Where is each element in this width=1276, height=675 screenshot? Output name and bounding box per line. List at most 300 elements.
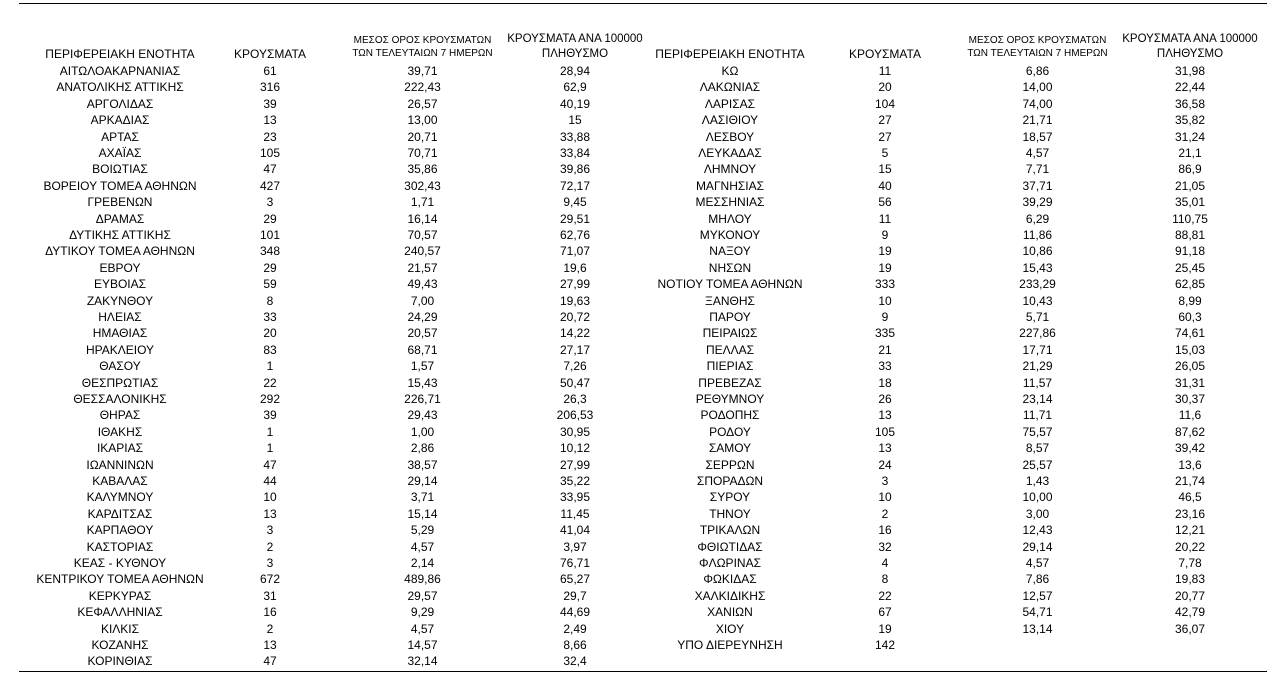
avg-cell: 49,43 (407, 277, 438, 292)
per100k-cell: 62,85 (1174, 277, 1206, 292)
per100k-cell: 206,53 (556, 408, 594, 423)
avg-cell: 1,00 (410, 424, 435, 439)
avg-cell: 5,29 (410, 523, 435, 538)
per100k-cell: 33,84 (559, 146, 591, 160)
cases-cell: 20 (878, 80, 892, 95)
region-cell: ΚΑΡΠΑΘΟΥ (86, 523, 154, 538)
cases-cell: 29 (263, 211, 277, 226)
avg-cell: 39,29 (1022, 195, 1053, 210)
cases-cell: 33 (263, 310, 277, 324)
cases-cell: 44 (263, 474, 277, 488)
region-cell: ΛΕΥΚΑΔΑΣ (698, 146, 762, 160)
avg-cell: 26,57 (407, 96, 438, 111)
cases-cell: 13 (878, 408, 892, 423)
per100k-cell: 30,95 (559, 424, 591, 439)
per100k-cell: 26,05 (1174, 359, 1206, 374)
cases-cell: 672 (259, 572, 281, 587)
region-cell: ΙΚΑΡΙΑΣ (96, 441, 144, 456)
per100k-cell: 25,45 (1174, 260, 1206, 275)
region-cell: ΠΙΕΡΙΑΣ (706, 359, 754, 374)
region-cell: ΚΑΒΑΛΑΣ (92, 474, 148, 488)
avg-cell: 10,86 (1022, 244, 1053, 259)
avg-cell: 25,57 (1022, 457, 1053, 472)
avg-cell: 227,86 (1019, 326, 1056, 341)
cases-cell: 61 (263, 64, 277, 78)
avg-cell: 6,29 (1025, 211, 1050, 226)
cases-cell: 1 (266, 441, 274, 456)
avg-cell: 7,86 (1025, 572, 1050, 587)
per100k-cell: 91,18 (1174, 244, 1206, 259)
cases-cell: 101 (259, 228, 281, 242)
avg-cell: 7,71 (1025, 162, 1050, 177)
per100k-cell: 11,6 (1178, 408, 1202, 423)
region-cell: ΝΑΞΟΥ (709, 244, 751, 259)
per100k-cell: 3,97 (563, 539, 587, 554)
region-cell: ΒΟΙΩΤΙΑΣ (92, 162, 148, 177)
cases-cell: 2 (881, 506, 889, 521)
cases-cell: 27 (878, 113, 892, 128)
per100k-cell: 72,17 (559, 178, 591, 193)
region-cell: ΛΑΡΙΣΑΣ (704, 96, 756, 111)
cases-cell: 16 (878, 523, 892, 538)
avg-cell: 38,57 (407, 457, 438, 472)
cases-cell: 19 (878, 260, 892, 275)
cases-cell: 39 (263, 408, 277, 423)
header-avg (340, 34, 505, 60)
avg-cell: 2,14 (410, 556, 435, 570)
per100k-cell: 41,04 (559, 523, 591, 538)
per100k-cell: 8,66 (563, 638, 587, 652)
avg-cell: 15,14 (407, 506, 438, 521)
per100k-cell: 20,77 (1174, 588, 1206, 603)
region-cell: ΔΥΤΙΚΟΥ ΤΟΜΕΑ ΑΘΗΝΩΝ (45, 244, 195, 259)
per100k-cell: 10,12 (559, 441, 591, 456)
per100k-cell: 88,81 (1174, 228, 1206, 242)
per100k-cell: 12,21 (1174, 523, 1206, 538)
cases-cell: 2 (266, 621, 274, 636)
region-cell: ΘΑΣΟΥ (99, 359, 141, 374)
cases-cell: 26 (878, 392, 892, 406)
per100k-cell: 20,72 (559, 310, 591, 324)
avg-cell: 14,00 (1022, 80, 1053, 95)
avg-cell: 70,57 (407, 228, 438, 242)
region-cell: ΜΑΓΝΗΣΙΑΣ (695, 178, 765, 193)
cases-cell: 13 (263, 638, 277, 652)
region-cell: ΚΕΡΚΥΡΑΣ (88, 588, 152, 603)
cases-cell: 11 (878, 64, 892, 78)
avg-cell: 16,14 (407, 211, 438, 226)
per100k-cell: 62,9 (563, 80, 587, 95)
cases-cell: 5 (881, 146, 889, 160)
cases-cell: 13 (263, 506, 277, 521)
avg-cell: 54,71 (1022, 605, 1053, 620)
cases-cell: 47 (263, 654, 277, 669)
header-per100k-line2: ΠΛΗΘΥΣΜΟ (541, 48, 609, 60)
avg-cell: 7,00 (410, 293, 435, 308)
avg-cell: 1,57 (410, 359, 435, 374)
avg-cell: 1,43 (1025, 474, 1050, 488)
region-cell: ΔΡΑΜΑΣ (95, 211, 145, 226)
avg-cell: 9,29 (410, 605, 435, 620)
region-cell: ΗΡΑΚΛΕΙΟΥ (85, 342, 155, 357)
cases-cell: 10 (878, 490, 892, 505)
region-cell: ΛΑΚΩΝΙΑΣ (699, 80, 761, 95)
bottom-rule (19, 671, 1267, 672)
region-cell: ΡΕΘΥΜΝΟΥ (695, 392, 765, 406)
avg-cell: 70,71 (407, 146, 438, 160)
cases-cell: 335 (874, 326, 896, 341)
avg-cell: 4,57 (1025, 556, 1050, 570)
avg-cell: 32,14 (407, 654, 438, 669)
region-cell: ΕΒΡΟΥ (99, 260, 141, 275)
avg-cell: 233,29 (1019, 277, 1056, 292)
avg-cell: 74,00 (1022, 96, 1053, 111)
avg-cell: 23,14 (1022, 392, 1053, 406)
per100k-cell: 7,26 (563, 359, 587, 374)
per100k-cell: 20,22 (1174, 539, 1206, 554)
avg-cell: 35,86 (407, 162, 438, 177)
per100k-cell: 27,99 (559, 457, 591, 472)
cases-cell: 39 (263, 96, 277, 111)
region-cell: ΑΡΚΑΔΙΑΣ (90, 113, 150, 128)
region-cell: ΤΡΙΚΑΛΩΝ (699, 523, 761, 538)
region-cell: ΚΟΖΑΝΗΣ (91, 638, 149, 652)
region-cell: ΠΕΙΡΑΙΩΣ (702, 326, 758, 341)
region-cell: ΗΜΑΘΙΑΣ (92, 326, 148, 341)
region-cell: ΦΘΙΩΤΙΔΑΣ (697, 539, 763, 554)
per100k-cell: 60,3 (1178, 310, 1202, 324)
cases-cell: 105 (259, 146, 281, 160)
region-cell: ΠΕΛΛΑΣ (705, 342, 755, 357)
region-cell: ΗΛΕΙΑΣ (98, 310, 142, 324)
avg-cell: 489,86 (404, 572, 441, 587)
per100k-cell: 14,22 (559, 326, 591, 341)
per100k-cell: 11,45 (560, 506, 590, 521)
cases-cell: 9 (881, 228, 889, 242)
per100k-cell: 7,78 (1178, 556, 1202, 570)
region-cell: ΞΑΝΘΗΣ (705, 293, 755, 308)
avg-cell: 4,57 (1025, 146, 1050, 160)
avg-cell: 18,57 (1022, 129, 1053, 144)
per100k-cell: 23,16 (1174, 506, 1206, 521)
region-cell: ΙΩΑΝΝΙΝΩΝ (86, 457, 154, 472)
cases-cell: 23 (263, 129, 277, 144)
header-per100k (490, 32, 660, 61)
region-cell: ΜΗΛΟΥ (708, 211, 752, 226)
cases-cell: 13 (878, 441, 892, 456)
avg-cell: 8,57 (1025, 441, 1050, 456)
cases-cell: 8 (266, 293, 274, 308)
avg-cell: 21,29 (1022, 359, 1053, 374)
per100k-cell: 46,5 (1178, 490, 1202, 505)
cases-cell: 105 (874, 424, 896, 439)
avg-cell: 39,71 (407, 64, 438, 78)
avg-cell: 10,00 (1022, 490, 1053, 505)
avg-cell: 6,86 (1025, 64, 1050, 78)
region-cell: ΚΕΦΑΛΛΗΝΙΑΣ (77, 605, 163, 620)
region-cell: ΧΙΟΥ (715, 621, 745, 636)
per100k-cell: 62,76 (559, 228, 591, 242)
avg-cell: 29,14 (407, 474, 438, 488)
region-cell: ΜΥΚΟΝΟΥ (699, 228, 761, 242)
per100k-cell: 35,22 (559, 474, 591, 488)
cases-cell: 47 (263, 457, 277, 472)
cases-cell: 16 (263, 605, 277, 620)
cases-cell: 11 (878, 211, 892, 226)
per100k-cell: 26,3 (563, 392, 587, 406)
cases-cell: 27 (878, 129, 892, 144)
avg-cell: 3,00 (1025, 506, 1050, 521)
cases-cell: 3 (266, 556, 274, 570)
avg-cell: 240,57 (404, 244, 441, 259)
cases-cell: 292 (259, 392, 281, 406)
per100k-cell: 21,74 (1174, 474, 1206, 488)
cases-cell: 9 (881, 310, 889, 324)
per100k-cell: 71,07 (559, 244, 591, 259)
per100k-cell: 19,63 (559, 293, 591, 308)
per100k-cell: 74,61 (1174, 326, 1206, 341)
cases-cell: 31 (263, 588, 277, 603)
header-region-right: ΠΕΡΙΦΕΡΕΙΑΚΗ ΕΝΟΤΗΤΑ (655, 47, 805, 61)
region-cell: ΕΥΒΟΙΑΣ (93, 277, 147, 292)
region-cell: ΘΕΣΠΡΩΤΙΑΣ (81, 375, 159, 390)
per100k-cell: 35,01 (1174, 195, 1206, 210)
per100k-cell: 15,03 (1174, 342, 1206, 357)
cases-cell: 1 (266, 359, 274, 374)
cases-cell: 83 (263, 342, 277, 357)
cases-cell: 59 (263, 277, 277, 292)
per100k-cell: 31,31 (1174, 375, 1206, 390)
avg-cell: 5,71 (1025, 310, 1050, 324)
region-cell: ΝΗΣΩΝ (708, 260, 752, 275)
avg-cell: 37,71 (1022, 178, 1053, 193)
avg-cell: 15,43 (407, 375, 438, 390)
cases-cell: 32 (878, 539, 892, 554)
avg-cell: 13,14 (1022, 621, 1053, 636)
per100k-cell: 40,19 (559, 96, 591, 111)
region-cell: ΑΡΤΑΣ (101, 129, 139, 144)
region-cell: ΡΟΔΟΠΗΣ (700, 408, 760, 423)
region-cell: ΣΕΡΡΩΝ (705, 457, 755, 472)
region-cell: ΥΠΟ ΔΙΕΡΕΥΝΗΣΗ (677, 638, 783, 652)
cases-cell: 20 (263, 326, 277, 341)
region-cell: ΛΑΣΙΘΙΟΥ (701, 113, 759, 128)
cases-cell: 1 (266, 424, 274, 439)
region-cell: ΡΟΔΟΥ (709, 424, 751, 439)
per100k-cell: 19,83 (1174, 572, 1206, 587)
avg-cell: 10,43 (1022, 293, 1053, 308)
cases-cell: 10 (263, 490, 277, 505)
per100k-cell: 39,86 (559, 162, 591, 177)
per100k-cell: 35,82 (1174, 113, 1206, 128)
region-cell: ΚΟΡΙΝΘΙΑΣ (87, 654, 153, 669)
header-avg-line2: ΤΩΝ ΤΕΛΕΥΤΑΙΩΝ 7 ΗΜΕΡΩΝ (352, 48, 493, 59)
per100k-cell: 31,98 (1174, 64, 1206, 78)
avg-cell: 1,71 (410, 195, 435, 210)
region-cell: ΚΕΑΣ - ΚΥΘΝΟΥ (73, 556, 167, 570)
region-cell: ΦΛΩΡΙΝΑΣ (699, 556, 761, 570)
per100k-cell: 8,99 (1178, 293, 1202, 308)
avg-cell: 29,14 (1022, 539, 1053, 554)
region-cell: ΣΥΡΟΥ (709, 490, 751, 505)
header-cases: ΚΡΟΥΣΜΑΤΑ (234, 47, 306, 61)
avg-cell: 29,43 (407, 408, 438, 423)
avg-cell: 3,71 (410, 490, 435, 505)
avg-cell: 13,00 (407, 113, 438, 128)
header-avg-right-line1: ΜΕΣΟΣ ΟΡΟΣ ΚΡΟΥΣΜΑΤΩΝ (968, 35, 1107, 46)
avg-cell: 17,71 (1022, 342, 1053, 357)
avg-cell: 2,86 (410, 441, 435, 456)
region-cell: ΘΗΡΑΣ (99, 408, 141, 423)
avg-cell: 21,71 (1022, 113, 1053, 128)
per100k-cell: 30,37 (1174, 392, 1206, 406)
cases-cell: 19 (878, 244, 892, 259)
avg-cell: 21,57 (407, 260, 438, 275)
per100k-cell: 36,58 (1174, 96, 1206, 111)
region-cell: ΑΧΑΪΑΣ (98, 146, 142, 160)
cases-cell: 316 (259, 80, 281, 95)
cases-cell: 3 (266, 523, 274, 538)
region-cell: ΚΙΛΚΙΣ (100, 621, 140, 636)
cases-cell: 56 (878, 195, 892, 210)
avg-cell: 4,57 (410, 539, 435, 554)
top-rule (19, 3, 1267, 4)
avg-cell: 68,71 (407, 342, 438, 357)
header-region: ΠΕΡΙΦΕΡΕΙΑΚΗ ΕΝΟΤΗΤΑ (45, 47, 195, 61)
region-cell: ΑΡΓΟΛΙΔΑΣ (86, 96, 154, 111)
cases-cell: 104 (874, 96, 896, 111)
avg-cell: 20,71 (407, 129, 438, 144)
region-cell: ΑΝΑΤΟΛΙΚΗΣ ΑΤΤΙΚΗΣ (56, 80, 184, 95)
per100k-cell: 42,79 (1174, 605, 1206, 620)
per100k-cell: 2,49 (563, 621, 587, 636)
region-cell: ΧΑΝΙΩΝ (707, 605, 753, 620)
avg-cell: 222,43 (404, 80, 441, 95)
per100k-cell: 27,17 (559, 342, 591, 357)
cases-cell: 47 (263, 162, 277, 177)
per100k-cell: 44,69 (559, 605, 591, 620)
region-cell: ΠΡΕΒΕΖΑΣ (698, 375, 762, 390)
cases-cell: 142 (874, 638, 896, 652)
per100k-cell: 110,75 (1172, 211, 1208, 226)
region-cell: ΚΕΝΤΡΙΚΟΥ ΤΟΜΕΑ ΑΘΗΝΩΝ (36, 572, 204, 587)
per100k-cell: 15 (568, 113, 582, 128)
region-cell: ΣΑΜΟΥ (708, 441, 752, 456)
region-cell: ΚΩ (721, 64, 739, 78)
header-per100k-line1: ΚΡΟΥΣΜΑΤΑ ΑΝΑ 100000 (507, 33, 643, 45)
per100k-cell: 13,6 (1178, 457, 1202, 472)
per100k-cell: 29,51 (559, 211, 591, 226)
header-cases-right: ΚΡΟΥΣΜΑΤΑ (849, 47, 921, 61)
per100k-cell: 76,71 (559, 556, 591, 570)
cases-cell: 2 (266, 539, 274, 554)
avg-cell: 4,57 (410, 621, 435, 636)
cases-cell: 3 (881, 474, 889, 488)
region-cell: ΒΟΡΕΙΟΥ ΤΟΜΕΑ ΑΘΗΝΩΝ (43, 178, 197, 193)
region-cell: ΝΟΤΙΟΥ ΤΟΜΕΑ ΑΘΗΝΩΝ (657, 277, 803, 292)
header-avg-right-line2: ΤΩΝ ΤΕΛΕΥΤΑΙΩΝ 7 ΗΜΕΡΩΝ (967, 48, 1108, 59)
per100k-cell: 33,88 (559, 129, 591, 144)
avg-cell: 226,71 (404, 392, 441, 406)
avg-cell: 12,43 (1022, 523, 1053, 538)
region-cell: ΛΗΜΝΟΥ (703, 162, 757, 177)
cases-cell: 19 (878, 621, 892, 636)
per100k-cell: 27,99 (559, 277, 591, 292)
cases-cell: 8 (881, 572, 889, 587)
avg-cell: 11,71 (1022, 408, 1053, 423)
region-cell: ΧΑΛΚΙΔΙΚΗΣ (694, 588, 766, 603)
avg-cell: 11,86 (1022, 228, 1053, 242)
cases-cell: 15 (878, 162, 892, 177)
region-cell: ΚΑΣΤΟΡΙΑΣ (86, 539, 154, 554)
per100k-cell: 22,44 (1174, 80, 1206, 95)
avg-cell: 24,29 (407, 310, 438, 324)
avg-cell: 14,57 (407, 638, 438, 652)
per100k-cell: 33,95 (559, 490, 591, 505)
per100k-cell: 9,45 (563, 195, 587, 210)
region-cell: ΜΕΣΣΗΝΙΑΣ (695, 195, 765, 210)
header-per100k-right-line2: ΠΛΗΘΥΣΜΟ (1156, 48, 1224, 60)
region-cell: ΦΩΚΙΔΑΣ (703, 572, 757, 587)
avg-cell: 302,43 (404, 178, 441, 193)
avg-cell: 15,43 (1022, 260, 1053, 275)
header-avg-line1: ΜΕΣΟΣ ΟΡΟΣ ΚΡΟΥΣΜΑΤΩΝ (353, 35, 492, 46)
cases-cell: 333 (874, 277, 896, 292)
region-cell: ΔΥΤΙΚΗΣ ΑΤΤΙΚΗΣ (69, 228, 171, 242)
cases-cell: 10 (878, 293, 892, 308)
region-cell: ΛΕΣΒΟΥ (705, 129, 755, 144)
header-per100k-right-line1: ΚΡΟΥΣΜΑΤΑ ΑΝΑ 100000 (1122, 33, 1258, 45)
region-cell: ΣΠΟΡΑΔΩΝ (696, 474, 764, 488)
per100k-cell: 19,6 (563, 260, 587, 275)
region-cell: ΖΑΚΥΝΘΟΥ (86, 293, 154, 308)
cases-cell: 40 (878, 178, 892, 193)
per100k-cell: 28,94 (559, 64, 591, 78)
region-cell: ΘΕΣΣΑΛΟΝΙΚΗΣ (73, 392, 167, 406)
per100k-cell: 50,47 (559, 375, 591, 390)
cases-cell: 18 (878, 375, 892, 390)
region-cell: ΚΑΛΥΜΝΟΥ (86, 490, 154, 505)
per100k-cell: 36,07 (1174, 621, 1206, 636)
avg-cell: 29,57 (407, 588, 438, 603)
cases-cell: 4 (881, 556, 889, 570)
cases-cell: 427 (259, 178, 281, 193)
per100k-cell: 21,1 (1178, 146, 1202, 160)
cases-cell: 21 (878, 342, 892, 357)
avg-cell: 20,57 (407, 326, 438, 341)
per100k-cell: 29,7 (563, 588, 587, 603)
cases-cell: 67 (878, 605, 892, 620)
header-per100k-right (1105, 32, 1275, 61)
region-cell: ΑΙΤΩΛΟΑΚΑΡΝΑΝΙΑΣ (59, 64, 181, 78)
per100k-cell: 32,4 (563, 654, 587, 669)
per100k-cell: 87,62 (1174, 424, 1206, 439)
per100k-cell: 21,05 (1174, 178, 1206, 193)
cases-cell: 29 (263, 260, 277, 275)
per100k-cell: 86,9 (1178, 162, 1202, 177)
header-avg-right (955, 34, 1120, 60)
cases-cell: 22 (263, 375, 277, 390)
region-cell: ΓΡΕΒΕΝΩΝ (87, 195, 153, 210)
cases-cell: 24 (878, 457, 892, 472)
avg-cell: 75,57 (1022, 424, 1053, 439)
cases-cell: 3 (266, 195, 274, 210)
per100k-cell: 31,24 (1174, 129, 1206, 144)
cases-cell: 13 (263, 113, 277, 128)
cases-cell: 22 (878, 588, 892, 603)
cases-cell: 348 (259, 244, 281, 259)
avg-cell: 11,57 (1022, 375, 1053, 390)
